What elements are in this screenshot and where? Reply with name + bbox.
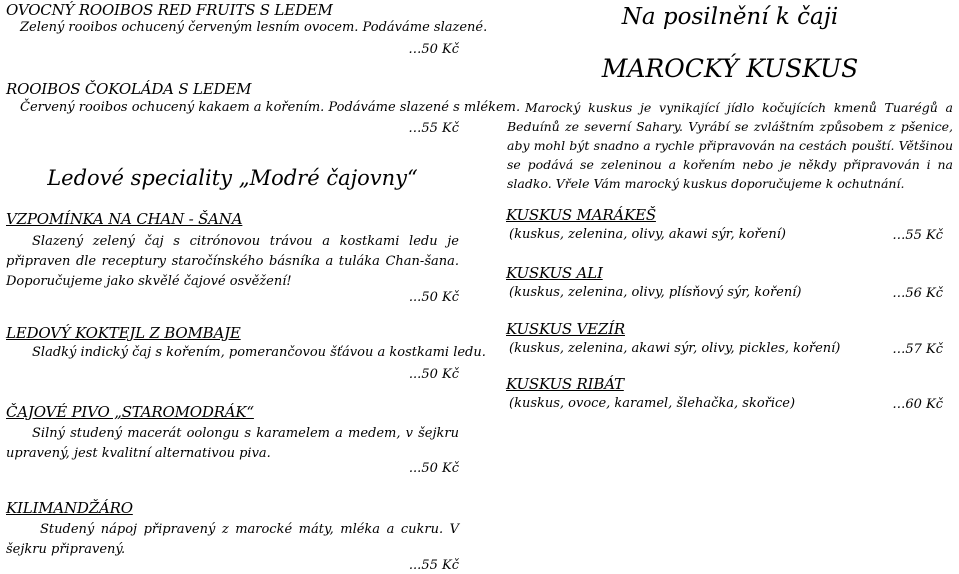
menu-item-price: …50 Kč — [408, 42, 459, 57]
menu-item-price: ...50 Kč — [408, 290, 459, 305]
menu-item-name: KUSKUS MARÁKEŠ — [506, 206, 656, 224]
menu-item-price: …55 Kč — [408, 121, 459, 136]
menu-item-description: Studený nápoj připravený z marocké máty, mléka a cukru. V šejkru připravený. — [6, 522, 459, 557]
menu-item-description: (kuskus, ovoce, karamel, šlehačka, skořice) — [509, 396, 796, 411]
menu-item-name: VZPOMÍNKA NA CHAN - ŠANA — [6, 210, 243, 228]
right-heading: Na posilnění k čaji — [621, 4, 839, 30]
menu-item-name: KUSKUS ALI — [506, 264, 603, 282]
menu-item-description: Silný studený macerát oolongu s karamelem a medem, v šejkru upravený, jest kvalitní alternativou piva. — [6, 426, 459, 461]
menu-item-description: Červený rooibos ochucený kakaem a kořením. Podáváme slazené s mlékem. — [20, 100, 521, 115]
menu-item-price: …57 Kč — [892, 342, 943, 357]
menu-item-name: OVOCNÝ ROOIBOS RED FRUITS S LEDEM — [6, 1, 333, 19]
menu-item-price: …56 Kč — [892, 286, 943, 301]
menu-item-price: ...50 Kč — [408, 461, 459, 476]
menu-item-price: ...55 Kč — [408, 558, 459, 573]
menu-item-name: KUSKUS RIBÁT — [506, 375, 624, 393]
menu-item-description: (kuskus, zelenina, akawi sýr, olivy, pickles, koření) — [509, 341, 841, 356]
menu-item-description: Slazený zelený čaj s citrónovou trávou a kostkami ledu je připraven dle receptury staročínského básníka a tuláka Chan-šana. Doporučujeme jako skvělé čajové osvěžení! — [6, 234, 459, 289]
menu-item-name: LEDOVÝ KOKTEJL Z BOMBAJE — [6, 324, 241, 342]
menu-item-name: ČAJOVÉ PIVO „STAROMODRÁK“ — [6, 403, 254, 421]
menu-item-description: Sladký indický čaj s kořením, pomerančovou šťávou a kostkami ledu. — [32, 345, 486, 360]
section-title: Ledové speciality „Modré čajovny“ — [47, 166, 418, 190]
menu-item-description: Zelený rooibos ochucený červeným lesním ovocem. Podáváme slazené. — [20, 20, 488, 35]
menu-item-description: (kuskus, zelenina, olivy, akawi sýr, koření) — [509, 227, 786, 242]
menu-item-name: KILIMANDŽÁRO — [6, 499, 133, 517]
menu-item-description: (kuskus, zelenina, olivy, plísňový sýr, koření) — [509, 285, 802, 300]
menu-item-name: KUSKUS VEZÍR — [506, 320, 625, 338]
menu-item-price: ...50 Kč — [408, 367, 459, 382]
kuskus-intro: Marocký kuskus je vynikající jídlo kočujících kmenů Tuarégů a Beduínů ze severní Sahary. Vyrábí se zvláštním způsobem z pšenice, aby mohl být snadno a rychle připravován na cestách pouští. Většinou se podává se zeleninou a kořením nebo je někdy připravován i na sladko. Vřele Vám marocký kuskus doporučujeme k ochutnání. — [507, 100, 953, 191]
kuskus-title: MAROCKÝ KUSKUS — [601, 54, 859, 83]
menu-item-price: …60 Kč — [892, 397, 943, 412]
menu-item-price: …55 Kč — [892, 228, 943, 243]
menu-item-name: ROOIBOS ČOKOLÁDA S LEDEM — [6, 80, 252, 98]
